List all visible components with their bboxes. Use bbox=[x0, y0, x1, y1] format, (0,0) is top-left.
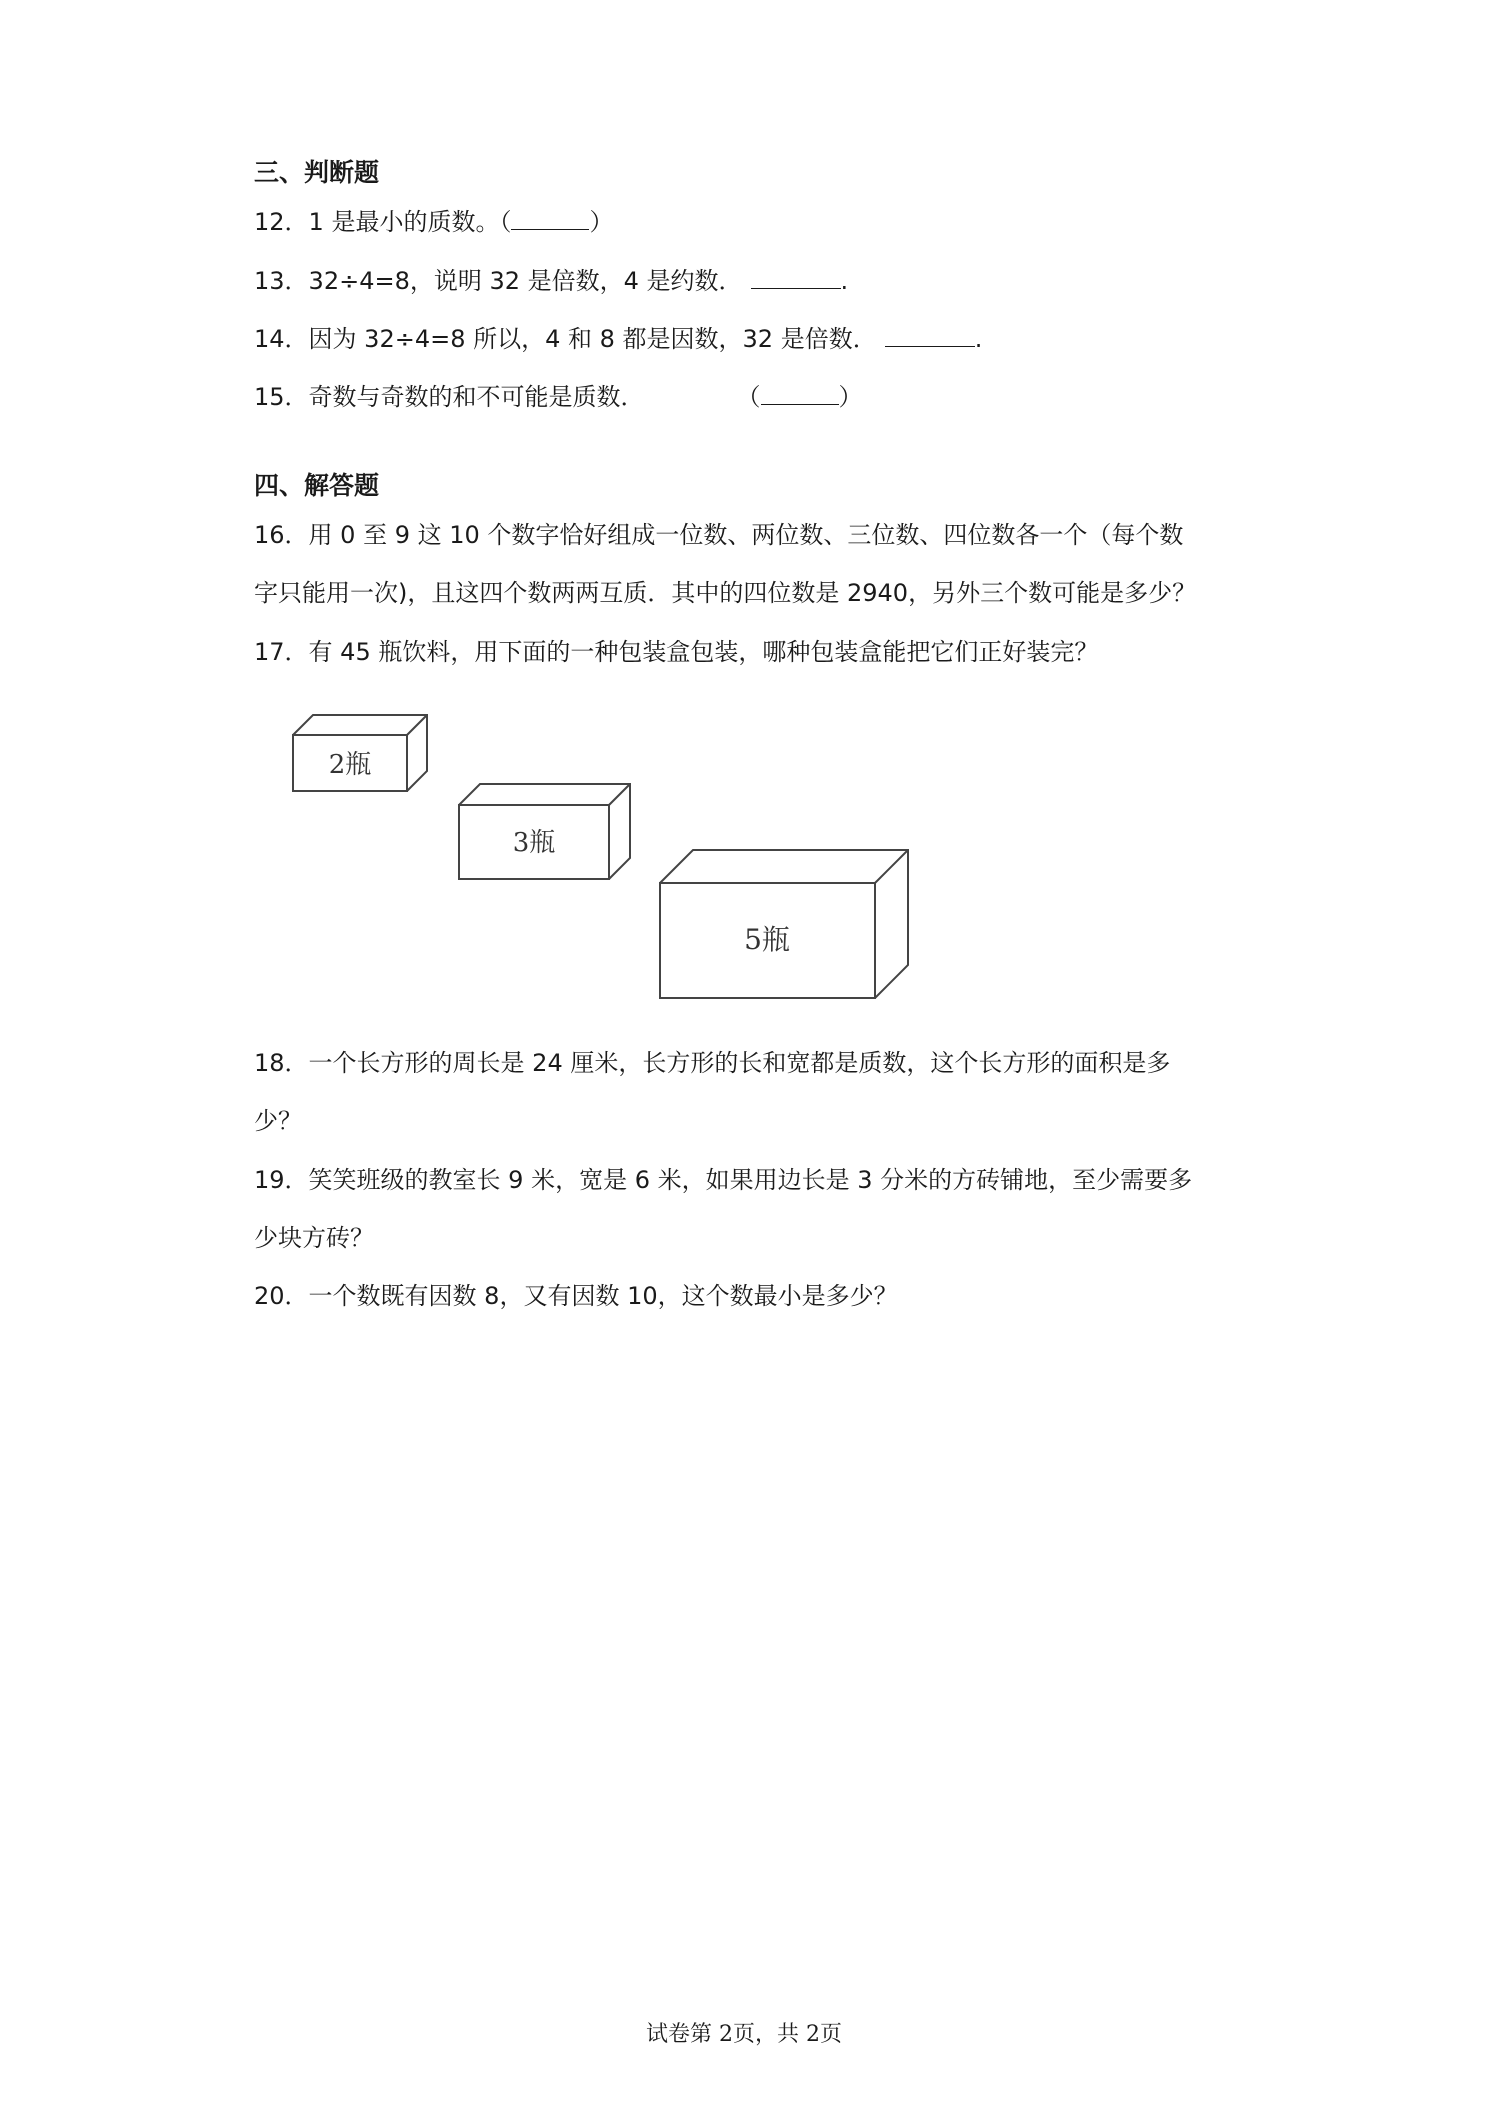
answer-blank bbox=[511, 207, 589, 230]
end-mark: . bbox=[840, 267, 849, 295]
question-text: 1 是最小的质数。（ bbox=[308, 208, 512, 236]
question-text-line-1: 一个长方形的周长是 24 厘米，长方形的长和宽都是质数，这个长方形的面积是多 bbox=[308, 1049, 1171, 1077]
question-13 bbox=[254, 265, 848, 297]
question-number: 15． bbox=[254, 383, 309, 411]
question-number: 16． bbox=[254, 521, 309, 549]
answer-blank bbox=[761, 382, 839, 405]
question-15 bbox=[254, 381, 863, 413]
question-number: 17． bbox=[254, 638, 309, 666]
end-mark: . bbox=[974, 325, 983, 353]
question-number: 13． bbox=[254, 267, 309, 295]
paren-close: ） bbox=[838, 383, 863, 411]
question-19-continued bbox=[254, 1222, 374, 1254]
question-20 bbox=[254, 1280, 898, 1312]
section-4-heading: 四、解答题 bbox=[254, 471, 380, 500]
question-text: 因为 32÷4=8 所以，4 和 8 都是因数，32 是倍数． bbox=[308, 325, 877, 353]
question-text-line-1: 笑笑班级的教室长 9 米，宽是 6 米，如果用边长是 3 分米的方砖铺地，至少需要多 bbox=[308, 1166, 1193, 1194]
question-16 bbox=[254, 519, 1183, 551]
packaging-boxes-figure bbox=[280, 700, 920, 1010]
question-text: 一个数既有因数 8，又有因数 10，这个数最小是多少？ bbox=[308, 1282, 898, 1310]
question-text-line-2: 少？ bbox=[254, 1107, 302, 1135]
section-3-heading: 三、判断题 bbox=[254, 158, 380, 187]
question-number: 14． bbox=[254, 325, 309, 353]
paren-close: ） bbox=[589, 208, 614, 236]
question-number: 12． bbox=[254, 208, 309, 236]
question-text: 32÷4=8，说明 32 是倍数，4 是约数． bbox=[308, 267, 743, 295]
question-number: 18． bbox=[254, 1049, 309, 1077]
box-5-label: 5瓶 bbox=[744, 923, 790, 956]
question-text: 有 45 瓶饮料，用下面的一种包装盒包装，哪种包装盒能把它们正好装完？ bbox=[308, 638, 1099, 666]
question-text: 奇数与奇数的和不可能是质数． bbox=[308, 383, 645, 411]
box-3-label: 3瓶 bbox=[512, 828, 556, 858]
question-12 bbox=[254, 206, 613, 238]
page-footer: 试卷第 2页，共 2页 bbox=[646, 2022, 842, 2047]
question-18 bbox=[254, 1047, 1170, 1079]
question-14 bbox=[254, 323, 982, 355]
question-text-line-2: 字只能用一次)，且这四个数两两互质．其中的四位数是 2940，另外三个数可能是多少？ bbox=[254, 579, 1197, 607]
question-18-continued bbox=[254, 1105, 302, 1137]
question-16-continued bbox=[254, 577, 1196, 609]
question-text-line-2: 少块方砖？ bbox=[254, 1224, 374, 1252]
question-number: 20． bbox=[254, 1282, 309, 1310]
box-2-label: 2瓶 bbox=[328, 750, 372, 780]
question-number: 19． bbox=[254, 1166, 309, 1194]
question-text-line-1: 用 0 至 9 这 10 个数字恰好组成一位数、两位数、三位数、四位数各一个（每个数 bbox=[308, 521, 1184, 549]
answer-blank bbox=[885, 324, 975, 347]
question-19 bbox=[254, 1164, 1192, 1196]
paren-open: （ bbox=[736, 383, 761, 411]
answer-blank bbox=[751, 266, 841, 289]
question-17 bbox=[254, 636, 1098, 668]
